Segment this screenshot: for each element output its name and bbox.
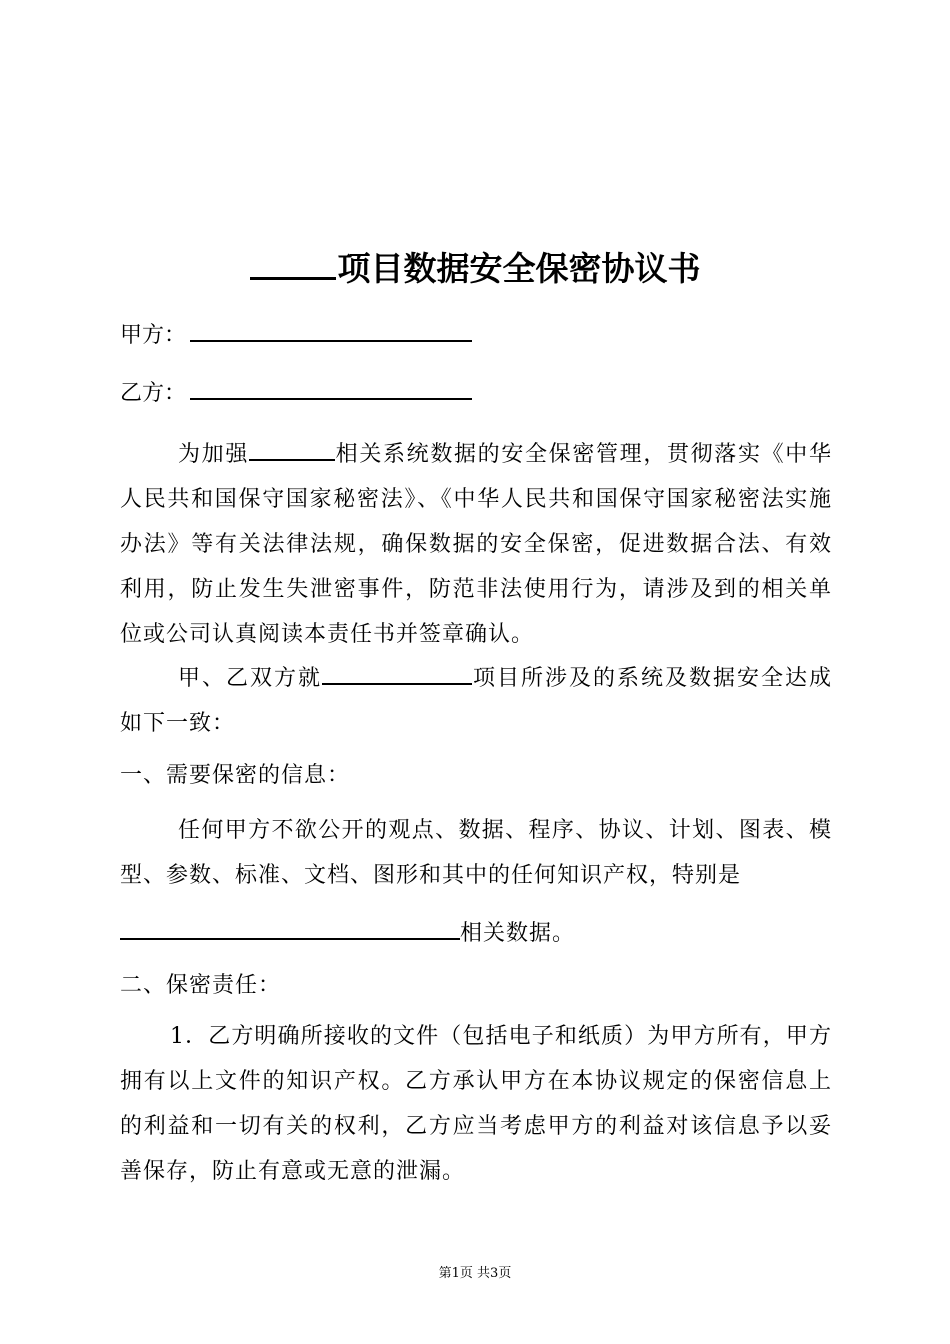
section1-heading: 一、需要保密的信息：	[120, 763, 351, 788]
section1-paragraph	[120, 808, 832, 898]
title-text: 项目数据安全保密协议书	[337, 249, 701, 288]
section1-blank-line	[120, 910, 460, 940]
intro-text-rest: 相关系统数据的安全保密管理，贯彻落实《中华人民共和国保守国家秘密法》、《中华人民共和国保守国家秘密法实施办法》等有关法律法规，确保数据的安全保密，促进数据合法、有效利用，防止发生失泄密事件，防范非法使用行为，请涉及到的相关单位或公司认真阅读本责任书并签章确认。	[120, 442, 832, 647]
party-b-label: 乙方：	[120, 381, 187, 406]
section1-blank-row	[120, 910, 575, 950]
page-footer: 第1页 共3页	[438, 1266, 512, 1281]
section2-heading: 二、保密责任：	[120, 973, 282, 998]
party-b-blank-line	[190, 370, 472, 400]
party-a-row	[120, 312, 472, 352]
intro-text-start: 为加强	[178, 442, 249, 467]
section2-item1-paragraph	[120, 1014, 832, 1194]
intro-paragraph	[120, 432, 832, 657]
section1-text: 任何甲方不欲公开的观点、数据、程序、协议、计划、图表、模型、参数、标准、文档、图形和其中的任何知识产权，特别是	[120, 818, 832, 888]
party-b-row	[120, 370, 472, 410]
party-a-label: 甲方：	[120, 323, 187, 348]
section2-item1-text: 1．乙方明确所接收的文件（包括电子和纸质）为甲方所有，甲方拥有以上文件的知识产权。乙方承认甲方在本协议规定的保密信息上的利益和一切有关的权利，乙方应当考虑甲方的利益对该信息予以妥善保存，防止有意或无意的泄漏。	[120, 1024, 832, 1184]
document-title	[0, 244, 950, 294]
section1-blank-suffix: 相关数据。	[460, 921, 576, 946]
title-blank-line	[250, 245, 336, 280]
party-a-blank-line	[190, 312, 472, 342]
agreement-text-start: 甲、乙双方就	[178, 666, 322, 691]
agreement-paragraph	[120, 656, 832, 746]
agreement-text-rest: 项目所涉及的系统及数据安全达成如下一致：	[120, 666, 832, 736]
agreement-blank-line	[322, 657, 472, 685]
intro-blank-line	[249, 433, 335, 461]
